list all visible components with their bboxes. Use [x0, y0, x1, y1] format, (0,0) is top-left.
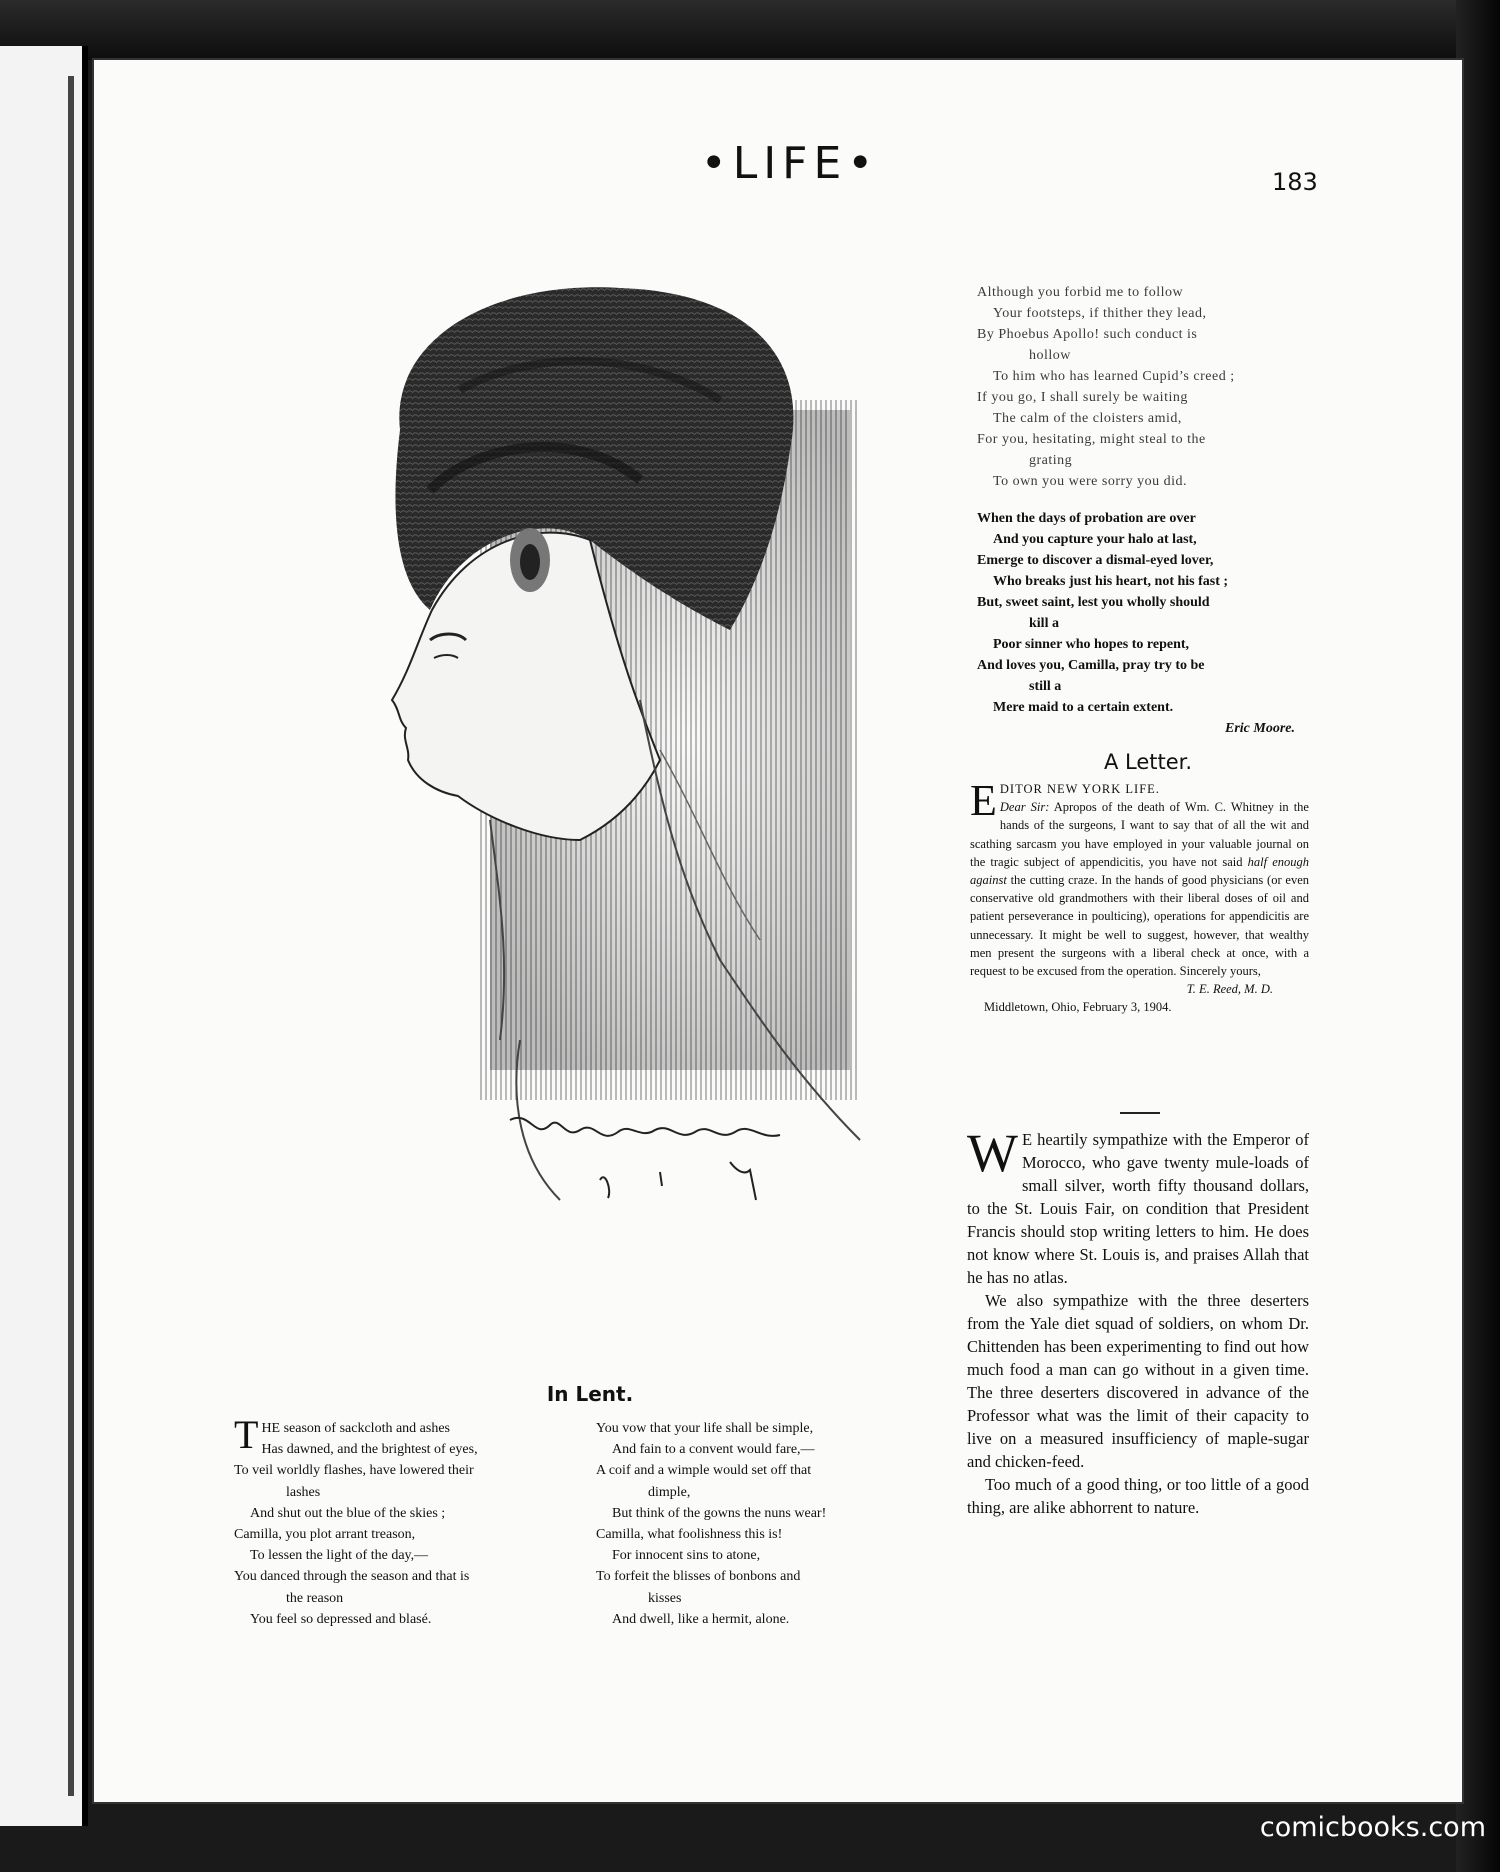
editorial-paragraph: We also sympathize with the three deserters from the Yale diet squad of soldiers, on whom Dr. Chittenden has been experimenting to find out how much food a man can go without in a given time. The three deserters discovered in advance of the Professor what was the limit of their capacity to live on a measured insufficiency of maple-sugar and chicken-feed. [967, 1291, 1309, 1471]
poem-author: Eric Moore. [1225, 721, 1295, 736]
poem-line: To him who has learned Cupid’s creed ; [993, 369, 1235, 384]
poem-line: Poor sinner who hopes to repent, [993, 637, 1190, 652]
poem-line: grating [1029, 453, 1073, 468]
artist-signature [510, 1118, 780, 1200]
poem-line: Your footsteps, if thither they lead, [993, 306, 1207, 321]
editorial-paragraph: Too much of a good thing, or too little of a good thing, are alike abhorrent to nature. [967, 1475, 1309, 1517]
poem-line: To own you were sorry you did. [993, 474, 1188, 489]
letter-dateline: Middletown, Ohio, February 3, 1904. [984, 1000, 1172, 1015]
scan-border-top [0, 0, 1500, 60]
in-lent-column-1 [234, 1412, 576, 1630]
binding-stripe [68, 76, 74, 1796]
poem-line: You danced through the season and that is [234, 1569, 470, 1585]
poem-line: If you go, I shall surely be waiting [977, 390, 1188, 405]
section-divider [1120, 1112, 1160, 1114]
poem-line: To lessen the light of the day,— [250, 1548, 429, 1564]
dropcap: E [970, 776, 997, 825]
dropcap: W [967, 1123, 1018, 1183]
in-lent-column-2 [596, 1418, 942, 1630]
poem-line: But think of the gowns the nuns wear! [612, 1505, 827, 1521]
in-lent-title: In Lent. [546, 1382, 634, 1406]
page-number: 183 [1272, 168, 1318, 196]
letter-salutation: Dear Sir: [999, 800, 1050, 815]
poem-line: A coif and a wimple would set off that [596, 1463, 812, 1479]
poem-line: To forfeit the blisses of bonbons and [596, 1569, 801, 1585]
poem-line: And fain to a convent would fare,— [612, 1442, 815, 1458]
poem-line: kisses [648, 1590, 682, 1606]
poem-line: And dwell, like a hermit, alone. [612, 1611, 790, 1627]
poem-line: And you capture your halo at last, [993, 532, 1197, 547]
poem-line: kill a [1029, 616, 1059, 631]
poem-line: For innocent sins to atone, [612, 1548, 761, 1564]
poem-line: But, sweet saint, lest you wholly should [977, 595, 1210, 610]
masthead: •LIFE• [700, 138, 880, 189]
letter-signature: T. E. Reed, M. D. [1186, 982, 1273, 997]
poem-line: To veil worldly flashes, have lowered their [234, 1463, 474, 1479]
letter-body [970, 776, 1309, 1017]
editorial-column [967, 1123, 1309, 1519]
editorial-paragraph: W E heartily sympathize with the Emperor of Morocco, who gave twenty mule-loads of small silver, worth fifty thousand dollars, to the St. Louis Fair, on condition that President Francis should stop writing letters to him. He does not know where St. Louis is, and praises Allah that he has no atlas. [967, 1123, 1309, 1287]
poem-line: When the days of probation are over [977, 511, 1196, 526]
poem-line: lashes [286, 1484, 321, 1500]
poem-line: And loves you, Camilla, pray try to be [977, 658, 1205, 673]
poem-line: Mere maid to a certain extent. [993, 700, 1174, 715]
poem-continuation [977, 282, 1319, 739]
poem-line: still a [1029, 679, 1062, 694]
poem-line: You feel so depressed and blasé. [250, 1611, 432, 1627]
letter-closing: Sincerely yours, [1179, 964, 1261, 979]
letter-address: DITOR NEW YORK LIFE. [999, 782, 1160, 796]
poem-line: hollow [1029, 348, 1071, 363]
site-watermark: comicbooks.com [1259, 1812, 1486, 1843]
poem-line: You vow that your life shall be simple, [596, 1421, 814, 1436]
letter-text: the cutting craze. In the hands of good physicians (or even conservative old grandmothers with their liberal doses of oil and patient perseverance in poulticing), operations for appendicitis are unnecessary. It might be well to suggest, however, that wealthy men present the surgeons with a liberal check at once, with a request to be excused from the operation. [970, 873, 1309, 979]
poem-line: Who breaks just his heart, not his fast ; [993, 574, 1229, 589]
poem-line: dimple, [648, 1484, 691, 1500]
poem-line: For you, hesitating, might steal to the [977, 432, 1206, 447]
poem-line: the reason [286, 1590, 344, 1606]
poem-line: Camilla, you plot arrant treason, [234, 1527, 416, 1543]
poem-line: Camilla, what foolishness this is! [596, 1527, 783, 1543]
poem-line: By Phoebus Apollo! such conduct is [977, 327, 1198, 342]
poem-line: Has dawned, and the brightest of eyes, [261, 1442, 478, 1458]
poem-line: The calm of the cloisters amid, [993, 411, 1182, 426]
poem-line: Emerge to discover a dismal-eyed lover, [977, 553, 1214, 568]
portrait-illustration [340, 280, 1000, 1390]
dropcap: T [234, 1412, 259, 1457]
poem-line: Although you forbid me to follow [977, 285, 1184, 300]
letter-text: Apropos of the death of Wm. C. Whitney in the hands of the surgeons, I want to say that of all the wit and scathing sarcasm you have employed in your valuable journal on the tragic subject of appendicitis, you have not said [970, 800, 1309, 869]
letter-emphasis: half enough against [970, 854, 1309, 888]
poem-line: And shut out the blue of the skies ; [250, 1505, 446, 1521]
letter-title: A Letter. [1103, 750, 1193, 774]
facing-page-edge [0, 46, 88, 1826]
poem-line: HE season of sackcloth and ashes [261, 1421, 450, 1436]
